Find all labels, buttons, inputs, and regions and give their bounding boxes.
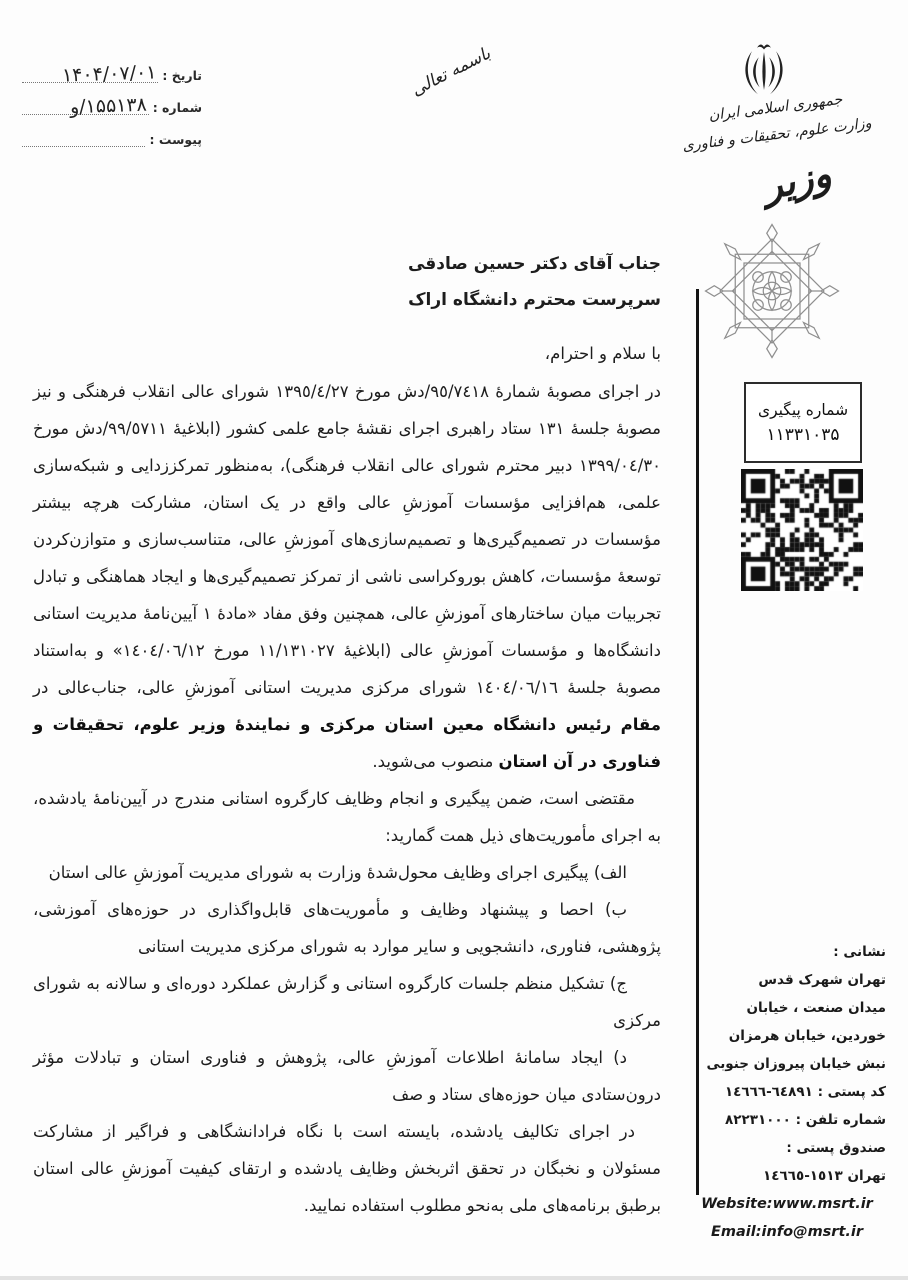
address-line: نشانی : bbox=[833, 944, 886, 960]
minister-title: وزیر bbox=[759, 151, 835, 209]
number-value: ۱۵۵۱۳۸/و bbox=[69, 93, 148, 119]
address-line-postal-code: کد پستی : ٦٤٨٩١-١٤٦٦٦ bbox=[724, 1084, 886, 1100]
task-item-be: ب) احصا و پیشنهاد وظایف و مأموریت‌های قابل‌واگذاری در حوزه‌های آموزشی، پژوهشی، فناوری، دانشجویی و سایر موارد به شورای مرکزی مدیریت استانی bbox=[33, 900, 661, 956]
task-item-alef: الف) پیگیری اجرای وظایف محول‌شدۀ وزارت به شورای مدیریت آموزشِ عالی استان bbox=[48, 863, 627, 882]
paragraph-appointment bbox=[33, 373, 661, 780]
recipient-title: سرپرست محترم دانشگاه اراک bbox=[408, 290, 661, 310]
attachment-label: پیوست : bbox=[149, 132, 202, 147]
address-line: نبش خیابان پیروزان جنوبی bbox=[706, 1056, 886, 1072]
paragraph-closing: در اجرای تکالیف یادشده، بایسته است با نگاه فرادانشگاهی و فراگیر از مشارکت مسئولان و نخبگان در تحقق اثربخش وظایف یادشده و ارتقای کیفیت آموزشِ عالی استان برطبق برنامه‌های ملی به‌نحو مطلوب استفاده نمایید. bbox=[33, 1122, 661, 1215]
paragraph-missions-intro: مقتضی است، ضمن پیگیری و انجام وظایف کارگروه استانی مندرج در آیین‌نامۀ یادشده، به اجرای مأموریت‌های ذیل همت گمارید: bbox=[33, 789, 661, 845]
number-field-row bbox=[22, 93, 202, 119]
address-block bbox=[688, 938, 886, 1246]
rosette-ornament-icon bbox=[697, 221, 847, 361]
attachment-field-row bbox=[22, 132, 202, 147]
date-value: ۱۴۰۴/۰۷/۰۱ bbox=[61, 61, 157, 87]
salutation: با سلام و احترام، bbox=[544, 344, 661, 363]
iran-national-emblem-icon bbox=[733, 40, 795, 102]
address-line-pobox-number: تهران ١٥١٣-١٤٦٦٥ bbox=[762, 1168, 886, 1184]
number-label: شماره : bbox=[152, 100, 202, 115]
address-line-email: Email:info@msrt.ir bbox=[710, 1224, 864, 1240]
address-line-phone: شماره تلفن : ٨٢٢٣١٠٠٠ bbox=[724, 1112, 886, 1128]
date-field-row bbox=[22, 61, 202, 87]
address-line: میدان صنعت ، خیابان bbox=[746, 1000, 886, 1016]
recipient-name: جناب آقای دکتر حسین صادقی bbox=[407, 254, 661, 274]
address-line: خوردین، خیابان هرمزان bbox=[728, 1028, 886, 1044]
recipient-block bbox=[33, 246, 661, 318]
address-line: تهران شهرک قدس bbox=[758, 972, 886, 988]
number-dotted-line bbox=[22, 93, 149, 119]
tracking-number-box bbox=[744, 382, 862, 463]
qr-code bbox=[741, 469, 863, 591]
task-item-jim: ج) تشکیل منظم جلسات کارگروه استانی و گزارش عملکرد دوره‌ای و سالانه به شورای مرکزی bbox=[33, 974, 661, 1030]
task-item-dal: د) ایجاد سامانۀ اطلاعات آموزشِ عالی، پژوهش و فناوری استان و تبادلات مؤثر درون‌ستادی میان حوزه‌های ستاد و صف bbox=[33, 1048, 661, 1104]
address-line-pobox: صندوق پستی : bbox=[786, 1140, 886, 1156]
letter-body bbox=[33, 246, 661, 1224]
ministry-title: وزارت علوم، تحقیقات و فناوری bbox=[681, 115, 873, 155]
tracking-label: شماره پیگیری bbox=[757, 400, 849, 419]
date-label: تاریخ : bbox=[162, 68, 202, 83]
date-dotted-line bbox=[22, 61, 158, 87]
bismillah-calligraphy: باسمه تعالی bbox=[408, 43, 494, 101]
reference-fields bbox=[22, 61, 202, 164]
address-line-website: Website:www.msrt.ir bbox=[701, 1196, 873, 1212]
government-title: جمهوری اسلامی ایران bbox=[707, 91, 844, 125]
appointment-bold-text: مقام رئیس دانشگاه معین استان مرکزی و نمایندۀ وزیر علوم، تحقیقات و فناوری در آن استان bbox=[33, 715, 661, 771]
tracking-number: ۱۱۳۳۱۰۳۵ bbox=[766, 424, 840, 445]
attachment-dotted-line bbox=[22, 138, 145, 147]
paragraph-appointment-text: در اجرای مصوبۀ شمارۀ ٩٥/٧٤١٨/دش مورخ ١٣٩٥/٤/٢٧ شورای عالی انقلاب فرهنگی و نیز مصوبۀ جلسۀ ١٣١ ستاد راهبری اجرای نقشۀ جامع علمی کشور (ابلاغیۀ ٩٩/٥٧١١/دش مورخ ١٣٩٩/٠٤/٣٠ دبیر محترم شورای عالی انقلاب فرهنگی)، به‌منظور تمرکززدایی و شبکه‌سازی علمی، هم‌افزایی مؤسسات آموزشِ عالی واقع در یک استان، مشارکت هرچه بیشتر مؤسسات در تصمیم‌گیری‌ها و تصمیم‌سازی‌های آموزشِ عالی، متناسب‌سازی و متوازن‌کردن توسعۀ مؤسسات، کاهش بوروکراسی ناشی از تمرکز تصمیم‌گیری‌ها و ایجاد هماهنگی و تبادل تجربیات میان ساختارهای آموزشِ عالی، همچنین وفق مفاد «مادۀ ١ آیین‌نامۀ مدیریت استانی دانشگاه‌ها و مؤسسات آموزشِ عالی (ابلاغیۀ ١١/١٣١٠٢٧ مورخ ١٤٠٤/٠٦/١٢» و به‌استناد مصوبۀ جلسۀ ١٤٠٤/٠٦/١٦ شورای مرکزی مدیریت استانی آموزشِ عالی، جناب‌عالی در bbox=[33, 382, 662, 697]
paragraph-appointment-closing: منصوب می‌شوید. bbox=[372, 752, 499, 771]
